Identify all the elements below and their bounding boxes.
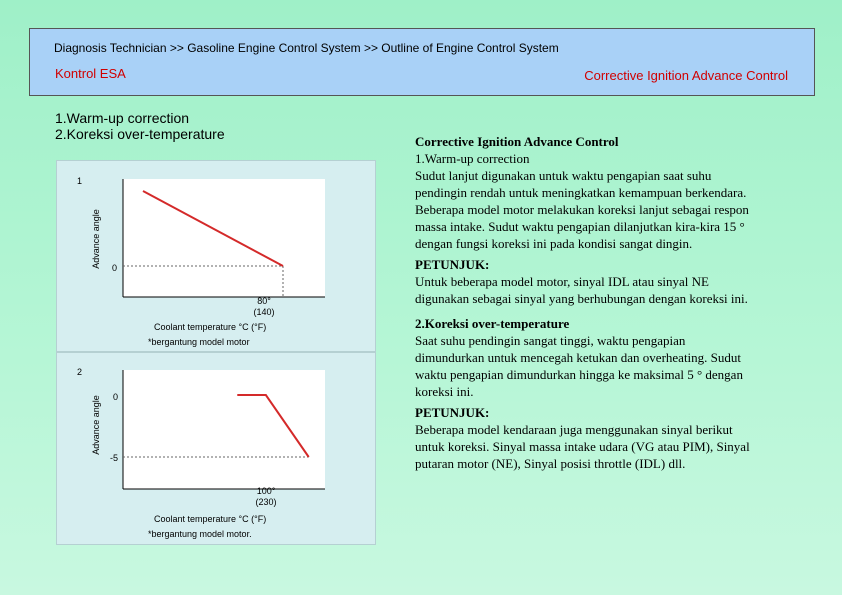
- topic-item-2: 2.Koreksi over-temperature: [55, 126, 225, 142]
- chart-panel-1: [56, 160, 376, 352]
- chart-2-svg: [57, 353, 375, 544]
- description-column: [415, 133, 755, 472]
- section-1-heading: 1.Warm-up correction: [415, 151, 530, 166]
- description-title: Corrective Ignition Advance Control: [415, 134, 619, 149]
- section-2-body: Saat suhu pendingin sangat tinggi, waktu pengapian dimundurkan untuk mencegah ketukan dan overheating. Sudut waktu pengapian dimundurkan hingga ke maksimal 5 ° dengan koreksi ini.: [415, 333, 743, 399]
- chart-1-svg: [57, 161, 375, 351]
- chart-1-note: *bergantung model motor: [148, 337, 250, 347]
- topic-list: [55, 110, 225, 142]
- chart-1-panel-label: 1: [77, 176, 83, 186]
- chart-2-note: *bergantung model motor.: [148, 529, 252, 539]
- page-title: Corrective Ignition Advance Control: [584, 68, 788, 83]
- chart-2-y-tick-top: 0: [113, 392, 119, 402]
- topic-item-1: 1.Warm-up correction: [55, 110, 190, 126]
- section-title: Kontrol ESA: [55, 66, 126, 81]
- breadcrumb: Diagnosis Technician >> Gasoline Engine Control System >> Outline of Engine Control System: [54, 41, 559, 55]
- chart-1-x-tick-f: (140): [253, 307, 275, 317]
- chart-panel-2: [56, 352, 376, 545]
- chart-1-y-label: Advance angle: [91, 209, 101, 269]
- chart-2-panel-label: 2: [77, 367, 83, 377]
- chart-2-x-tick: 100°: [256, 486, 276, 496]
- section-2-hint-label: PETUNJUK:: [415, 405, 490, 420]
- chart-1-x-tick: 80°: [257, 296, 271, 306]
- section-1-hint: Untuk beberapa model motor, sinyal IDL atau sinyal NE digunakan sebagai sinyal yang berhubungan dengan koreksi ini.: [415, 274, 748, 306]
- section-2-hint: Beberapa model kendaraan juga menggunakan sinyal berikut untuk koreksi. Sinyal massa intake udara (VG atau PIM), Sinyal putaran motor (NE), Sinyal posisi throttle (IDL) dll.: [415, 422, 750, 471]
- header-bar: [29, 28, 815, 96]
- chart-2-y-tick-bottom: -5: [110, 453, 119, 463]
- chart-2-y-label: Advance angle: [91, 395, 101, 455]
- section-2-heading: 2.Koreksi over-temperature: [415, 316, 570, 331]
- section-1-hint-label: PETUNJUK:: [415, 257, 490, 272]
- chart-2-x-label: Coolant temperature °C (°F): [154, 514, 267, 524]
- section-1-body: Sudut lanjut digunakan untuk waktu pengapian saat suhu pendingin rendah untuk meningkatkan kemampuan berkendara. Beberapa model motor melakukan koreksi lanjut sebagai respon massa intake. Sudut waktu pengapian dilanjutkan kira-kira 15 ° dengan fungsi koreksi ini pada kondisi sangat dingin.: [415, 168, 749, 251]
- chart-1-x-label: Coolant temperature °C (°F): [154, 322, 267, 332]
- chart-1-y-tick: 0: [112, 263, 118, 273]
- chart-2-plot-area: [123, 370, 325, 489]
- chart-2-x-tick-f: (230): [255, 497, 277, 507]
